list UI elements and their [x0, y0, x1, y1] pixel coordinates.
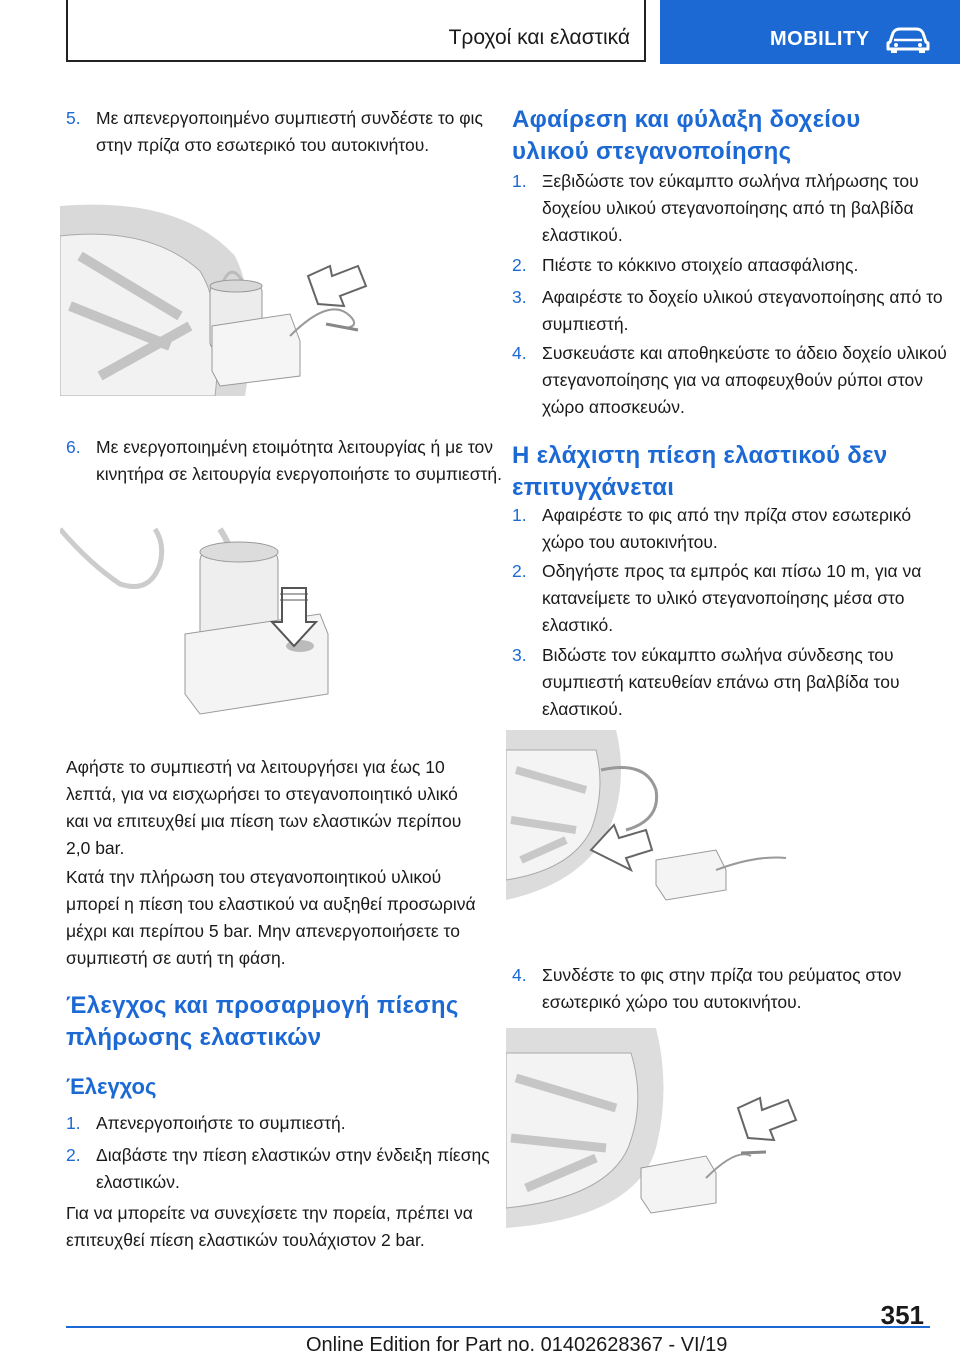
section-heading-check-adjust: Έλεγχος και προσαρμογή πίεσης πλήρωσης ελαστικών — [66, 992, 459, 1051]
step-number: 1. — [66, 1113, 81, 1133]
footer-rule — [66, 1326, 930, 1328]
step-text: Βιδώστε τον εύκαμπτο σωλήνα σύνδεσης του συμπιεστή κατευθείαν επάνω στη βαλβίδα του ελαστικού. — [542, 645, 900, 719]
valve-hose-illustration — [506, 730, 926, 920]
step-text: Αφαιρέστε το φις από την πρίζα στον εσωτερικό χώρο του αυτοκινήτου. — [542, 505, 912, 552]
step-number: 2. — [66, 1145, 81, 1165]
compressor-switch-illustration — [60, 524, 480, 724]
step-text: Αφαιρέστε το δοχείο υλικού στεγανοποίησης από το συμπιεστή. — [542, 287, 943, 334]
pressure-step-3 — [512, 642, 956, 723]
step-text: Με απενεργοποιημένο συμπιεστή συνδέστε το φις στην πρίζα στο εσωτερικό του αυτοκινήτου. — [96, 108, 483, 155]
step-text: Διαβάστε την πίεση ελαστικών στην ένδειξη πίεσης ελαστικών. — [96, 1145, 490, 1192]
step-number: 1. — [512, 171, 527, 191]
pressure-step-4 — [512, 962, 956, 1016]
step-text: Πιέστε το κόκκινο στοιχείο απασφάλισης. — [542, 255, 859, 275]
pressure-step-2 — [512, 558, 956, 639]
paragraph-min-pressure: Για να μπορείτε να συνεχίσετε την πορεία, πρέπει να επιτευχθεί πίεση ελαστικών τουλάχιστον 2 bar. — [66, 1203, 473, 1250]
section-heading-min-pressure: Η ελάχιστη πίεση ελαστικού δεν επιτυγχάνεται — [512, 442, 888, 501]
step-number: 1. — [512, 505, 527, 525]
section-heading-remove-container: Αφαίρεση και φύλαξη δοχείου υλικού στεγανοποίησης — [512, 106, 861, 165]
chapter-title: Τροχοί και ελαστικά — [448, 26, 630, 49]
paragraph-pressure-note: Κατά την πλήρωση του στεγανοποιητικού υλικού μπορεί η πίεση του ελαστικού να αυξηθεί προσωρινά μέχρι και περίπου 5 bar. Μην απενεργοποιήσετε το συμπιεστή σε αυτή τη φάση. — [66, 867, 476, 968]
section-tab — [660, 0, 960, 64]
page-number: 351 — [880, 1300, 924, 1330]
page-header — [0, 0, 960, 66]
subheading-check: Έλεγχος — [66, 1074, 157, 1099]
step-number: 6. — [66, 437, 81, 457]
pressure-step-1 — [512, 502, 956, 556]
step-5 — [66, 105, 510, 159]
step-number: 3. — [512, 287, 527, 307]
step-text: Συνδέστε το φις στην πρίζα του ρεύματος στον εσωτερικό χώρο του αυτοκινήτου. — [542, 965, 902, 1012]
step-text: Ξεβιδώστε τον εύκαμπτο σωλήνα πλήρωσης του δοχείου υλικού στεγανοποίησης από τη βαλβίδα ελαστικού. — [542, 171, 919, 245]
step-text: Με ενεργοποιημένη ετοιμότητα λειτουργίας ή με τον κινητήρα σε λειτουργία ενεργοποιήστε το συμπιεστή. — [96, 437, 503, 484]
remove-step-3 — [512, 284, 956, 338]
step-text: Συσκευάστε και αποθηκεύστε το άδειο δοχείο υλικού στεγανοποίησης για να αποφευχθούν ρύποι στον χώρο αποσκευών. — [542, 343, 947, 417]
paragraph-run-compressor: Αφήστε το συμπιεστή να λειτουργήσει για έως 10 λεπτά, για να εισχωρήσει το στεγανοποιητικό υλικό και να επιτευχθεί μια πίεση των ελαστικών περίπου 2,0 bar. — [66, 757, 462, 858]
edition-info: Online Edition for Part no. 01402628367 - VI/19 — [306, 1334, 728, 1356]
check-step-2 — [66, 1142, 510, 1196]
step-number: 2. — [512, 561, 527, 581]
step-number: 4. — [512, 343, 527, 363]
step-text: Απενεργοποιήστε το συμπιεστή. — [96, 1113, 346, 1133]
header-title-box — [66, 0, 646, 62]
step-text: Οδηγήστε προς τα εμπρός και πίσω 10 m, για να κατανείμετε το υλικό στεγανοποίησης μέσα στο ελαστικό. — [542, 561, 922, 635]
step-number: 2. — [512, 255, 527, 275]
step-number: 3. — [512, 645, 527, 665]
step-6 — [66, 434, 510, 488]
remove-step-4 — [512, 340, 956, 421]
remove-step-1 — [512, 168, 956, 249]
step-number: 5. — [66, 108, 81, 128]
compressor-connected-illustration — [506, 1028, 926, 1228]
remove-step-2 — [512, 252, 956, 279]
section-label: MOBILITY — [770, 28, 870, 50]
car-icon — [884, 22, 932, 54]
check-step-1 — [66, 1110, 510, 1137]
step-number: 4. — [512, 965, 527, 985]
compressor-plug-illustration — [60, 196, 480, 396]
